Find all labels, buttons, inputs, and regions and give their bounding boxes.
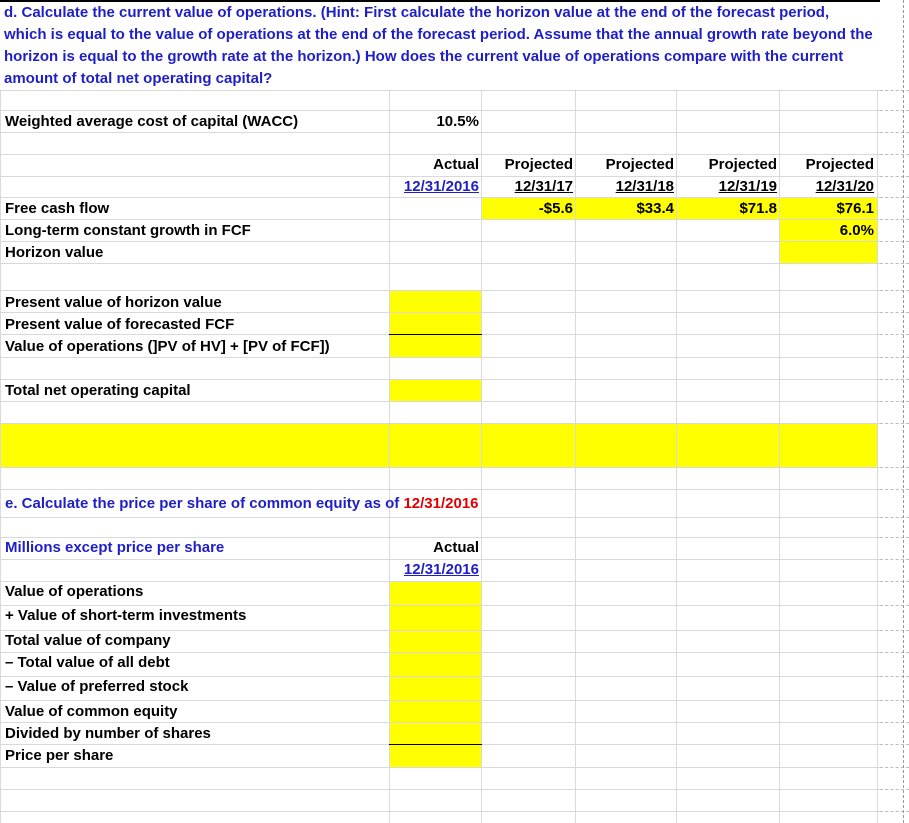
fcf-label: Free cash flow — [5, 200, 110, 217]
pv-horizon-label: Present value of horizon value — [5, 294, 222, 311]
page-break-row-tick — [880, 357, 909, 358]
page-break-row-tick — [880, 110, 909, 111]
page-break-row-tick — [880, 290, 909, 291]
column-gridline — [389, 90, 390, 823]
row-gridline — [0, 312, 880, 313]
row-gridline — [0, 90, 880, 91]
row-gridline — [0, 767, 880, 768]
page-break-row-tick — [880, 219, 909, 220]
row-gridline — [0, 176, 880, 177]
row-gridline — [0, 517, 880, 518]
row-gridline — [0, 700, 880, 701]
wacc-value[interactable]: 10.5% — [436, 113, 479, 130]
col-date-projected-3: 12/31/19 — [718, 178, 777, 195]
price-underline — [389, 744, 482, 745]
wacc-label: Weighted average cost of capital (WACC) — [5, 113, 299, 130]
row-gridline — [0, 132, 880, 133]
total-capital-label: Total net operating capital — [5, 382, 191, 399]
column-gridline — [877, 90, 878, 823]
page-break-row-tick — [880, 132, 909, 133]
col-header-projected-1: Projected — [504, 156, 573, 173]
growth-label: Long-term constant growth in FCF — [5, 222, 251, 239]
page-break-row-tick — [880, 197, 909, 198]
growth-value[interactable]: 6.0% — [839, 222, 874, 239]
row-total-value-company: Total value of company — [5, 632, 171, 649]
row-gridline — [0, 630, 880, 631]
row-gridline — [0, 290, 880, 291]
e-col-date-actual: 12/31/2016 — [403, 561, 479, 578]
row-value-of-operations: Value of operations — [5, 583, 144, 600]
row-gridline — [0, 197, 880, 198]
page-break-row-tick — [880, 379, 909, 380]
col-date-actual: 12/31/2016 — [403, 178, 479, 195]
row-gridline — [0, 789, 880, 790]
page-break-row-tick — [880, 154, 909, 155]
col-header-projected-2: Projected — [605, 156, 674, 173]
row-gridline — [0, 811, 880, 812]
row-preferred-stock: – Value of preferred stock — [5, 678, 189, 695]
sum-underline — [389, 334, 482, 335]
page-break-row-tick — [880, 467, 909, 468]
row-gridline — [0, 676, 880, 677]
page-break-row-tick — [880, 744, 909, 745]
row-gridline — [0, 379, 880, 380]
page-break-row-tick — [880, 676, 909, 677]
page-break-row-tick — [880, 559, 909, 560]
fcf-value-2017[interactable]: -$5.6 — [538, 200, 573, 217]
fcf-value-2020[interactable]: $76.1 — [836, 200, 874, 217]
row-gridline — [0, 537, 880, 538]
page-break-line — [903, 0, 904, 823]
page-break-row-tick — [880, 334, 909, 335]
page-break-row-tick — [880, 176, 909, 177]
page-break-row-tick — [880, 700, 909, 701]
page-break-row-tick — [880, 537, 909, 538]
row-gridline — [0, 423, 880, 424]
page-break-row-tick — [880, 767, 909, 768]
row-gridline — [0, 489, 880, 490]
value-ops-label: Value of operations (]PV of HV] + [PV of FCF]) — [5, 338, 330, 355]
page-break-row-tick — [880, 312, 909, 313]
row-gridline — [0, 154, 880, 155]
col-date-projected-1: 12/31/17 — [514, 178, 573, 195]
col-date-projected-2: 12/31/18 — [615, 178, 674, 195]
row-gridline — [0, 401, 880, 402]
page-break-row-tick — [880, 241, 909, 242]
row-gridline — [0, 219, 880, 220]
page-break-row-tick — [880, 489, 909, 490]
comparison-answer-area[interactable] — [0, 423, 877, 467]
pv-fcf-label: Present value of forecasted FCF — [5, 316, 235, 333]
page-break-row-tick — [880, 722, 909, 723]
row-gridline — [0, 241, 880, 242]
col-header-actual: Actual — [433, 156, 479, 173]
part-e-title-date: 12/31/2016 — [403, 495, 479, 512]
page-break-row-tick — [880, 581, 909, 582]
page-break-row-tick — [880, 517, 909, 518]
page-break-row-tick — [880, 789, 909, 790]
price-per-share-answer-cells[interactable] — [389, 581, 482, 767]
part-d-instructions: d. Calculate the current value of operations. (Hint: First calculate the horizon value at the end of the forecast period, which is equal to the value of operations at the end of the forecast period. Assume that the annual growth rate beyond the horizon is equal to the growth rate at the horizon.) How does the current value of operations compare with the current amount of total net operating capital? — [4, 4, 873, 87]
row-gridline — [0, 263, 880, 264]
page-break-row-tick — [880, 605, 909, 606]
page-break-row-tick — [880, 652, 909, 653]
row-gridline — [0, 357, 880, 358]
row-gridline — [0, 581, 880, 582]
page-break-row-tick — [880, 811, 909, 812]
units-label: Millions except price per share — [5, 539, 225, 556]
row-short-term-investments: + Value of short-term investments — [5, 607, 247, 624]
row-gridline — [0, 559, 880, 560]
col-header-projected-3: Projected — [708, 156, 777, 173]
row-number-of-shares: Divided by number of shares — [5, 725, 211, 742]
page-break-row-tick — [880, 423, 909, 424]
fcf-value-2018[interactable]: $33.4 — [636, 200, 674, 217]
fcf-value-2019[interactable]: $71.8 — [739, 200, 777, 217]
row-gridline — [0, 722, 880, 723]
row-gridline — [0, 652, 880, 653]
row-gridline — [0, 467, 880, 468]
row-price-per-share: Price per share — [5, 747, 114, 764]
page-break-row-tick — [880, 263, 909, 264]
row-total-debt: – Total value of all debt — [5, 654, 170, 671]
value-ops-answer-cells[interactable] — [389, 290, 482, 357]
part-e-title-text: e. Calculate the price per share of common equity as of — [5, 495, 404, 512]
row-common-equity: Value of common equity — [5, 703, 178, 720]
page-break-row-tick — [880, 90, 909, 91]
col-date-projected-4: 12/31/20 — [815, 178, 874, 195]
row-gridline — [0, 110, 880, 111]
page-break-row-tick — [880, 630, 909, 631]
total-capital-answer-cell[interactable] — [389, 379, 482, 401]
column-gridline — [0, 90, 1, 823]
e-col-header-actual: Actual — [433, 539, 479, 556]
horizon-value-label: Horizon value — [5, 244, 104, 261]
part-e-title — [5, 495, 479, 513]
row-gridline — [0, 605, 880, 606]
col-header-projected-4: Projected — [805, 156, 874, 173]
page-break-row-tick — [880, 401, 909, 402]
